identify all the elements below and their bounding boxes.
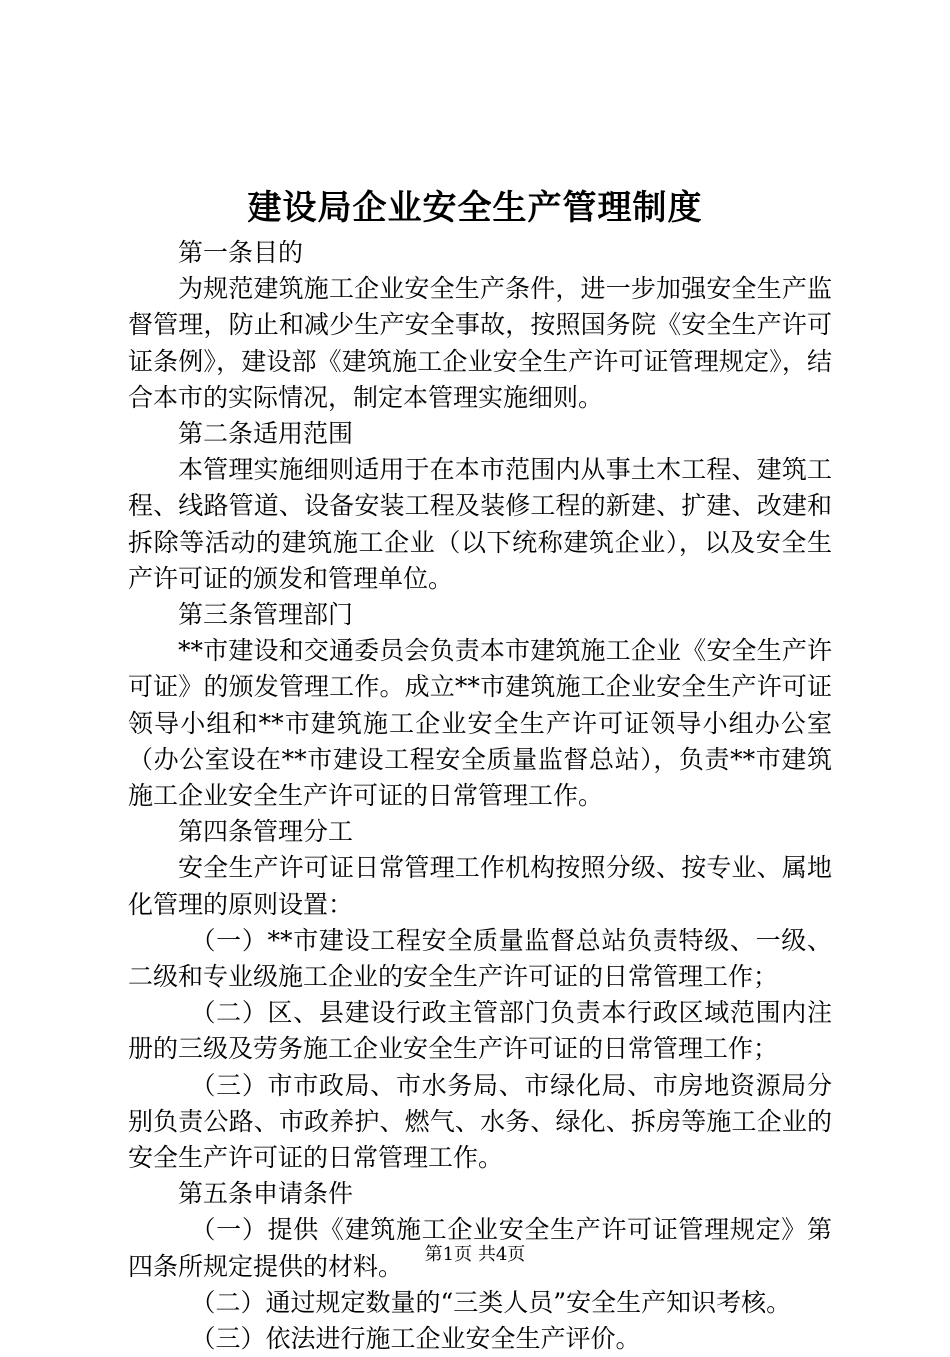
article-4-item-2: （二）区、县建设行政主管部门负责本行政区域范围内注册的三级及劳务施工企业安全生产许可证的日常管理工作； [128,998,832,1064]
article-5-heading: 第五条申请条件 [178,1179,354,1209]
article-1-heading: 第一条目的 [178,238,304,267]
page-footer: 第1页 共4页 [424,1244,526,1265]
article-5-item-2: （二）通过规定数量的“三类人员”安全生产知识考核。 [190,1287,792,1317]
article-4-item-1: （一）**市建设工程安全质量监督总站负责特级、一级、二级和专业级施工企业的安全生产许可证的日常管理工作； [128,925,832,992]
article-5-item-1: （一）提供《建筑施工企业安全生产许可证管理规定》第四条所规定提供的材料。 [128,1215,832,1281]
article-2-heading: 第二条适用范围 [178,419,354,449]
article-1-text: 为规范建筑施工企业安全生产条件，进一步加强安全生产监督管理，防止和减少生产安全事故，按照国务院《安全生产许可证条例》，建设部《建筑施工企业安全生产许可证管理规定》，结合本市的实际情况，制定本管理实施细则。 [128,274,832,412]
article-5-item-3: （三）依法进行施工企业安全生产评价。 [190,1324,641,1354]
article-4-heading: 第四条管理分工 [178,817,354,847]
article-2-text: 本管理实施细则适用于在本市范围内从事土木工程、建筑工程、线路管道、设备安装工程及装修工程的新建、扩建、改建和拆除等活动的建筑施工企业（以下统称建筑企业），以及安全生产许可证的颁发和管理单位。 [128,455,832,593]
article-3-heading: 第三条管理部门 [178,600,354,630]
article-4-item-3: （三）市市政局、市水务局、市绿化局、市房地资源局分别负责公路、市政养护、燃气、水务、绿化、拆房等施工企业的安全生产许可证的日常管理工作。 [128,1070,832,1173]
article-4-text: 安全生产许可证日常管理工作机构按照分级、按专业、属地化管理的原则设置： [128,853,832,919]
document-title: 建设局企业安全生产管理制度 [247,188,703,228]
article-3-text: **市建设和交通委员会负责本市建筑施工企业《安全生产许可证》的颁发管理工作。成立**市建筑施工企业安全生产许可证领导小组和**市建筑施工企业安全生产许可证领导小组办公室（办公室设在**市建设工程安全质量监督总站），负责**市建筑施工企业安全生产许可证的日常管理工作。 [128,636,832,811]
document-body [128,235,832,1357]
